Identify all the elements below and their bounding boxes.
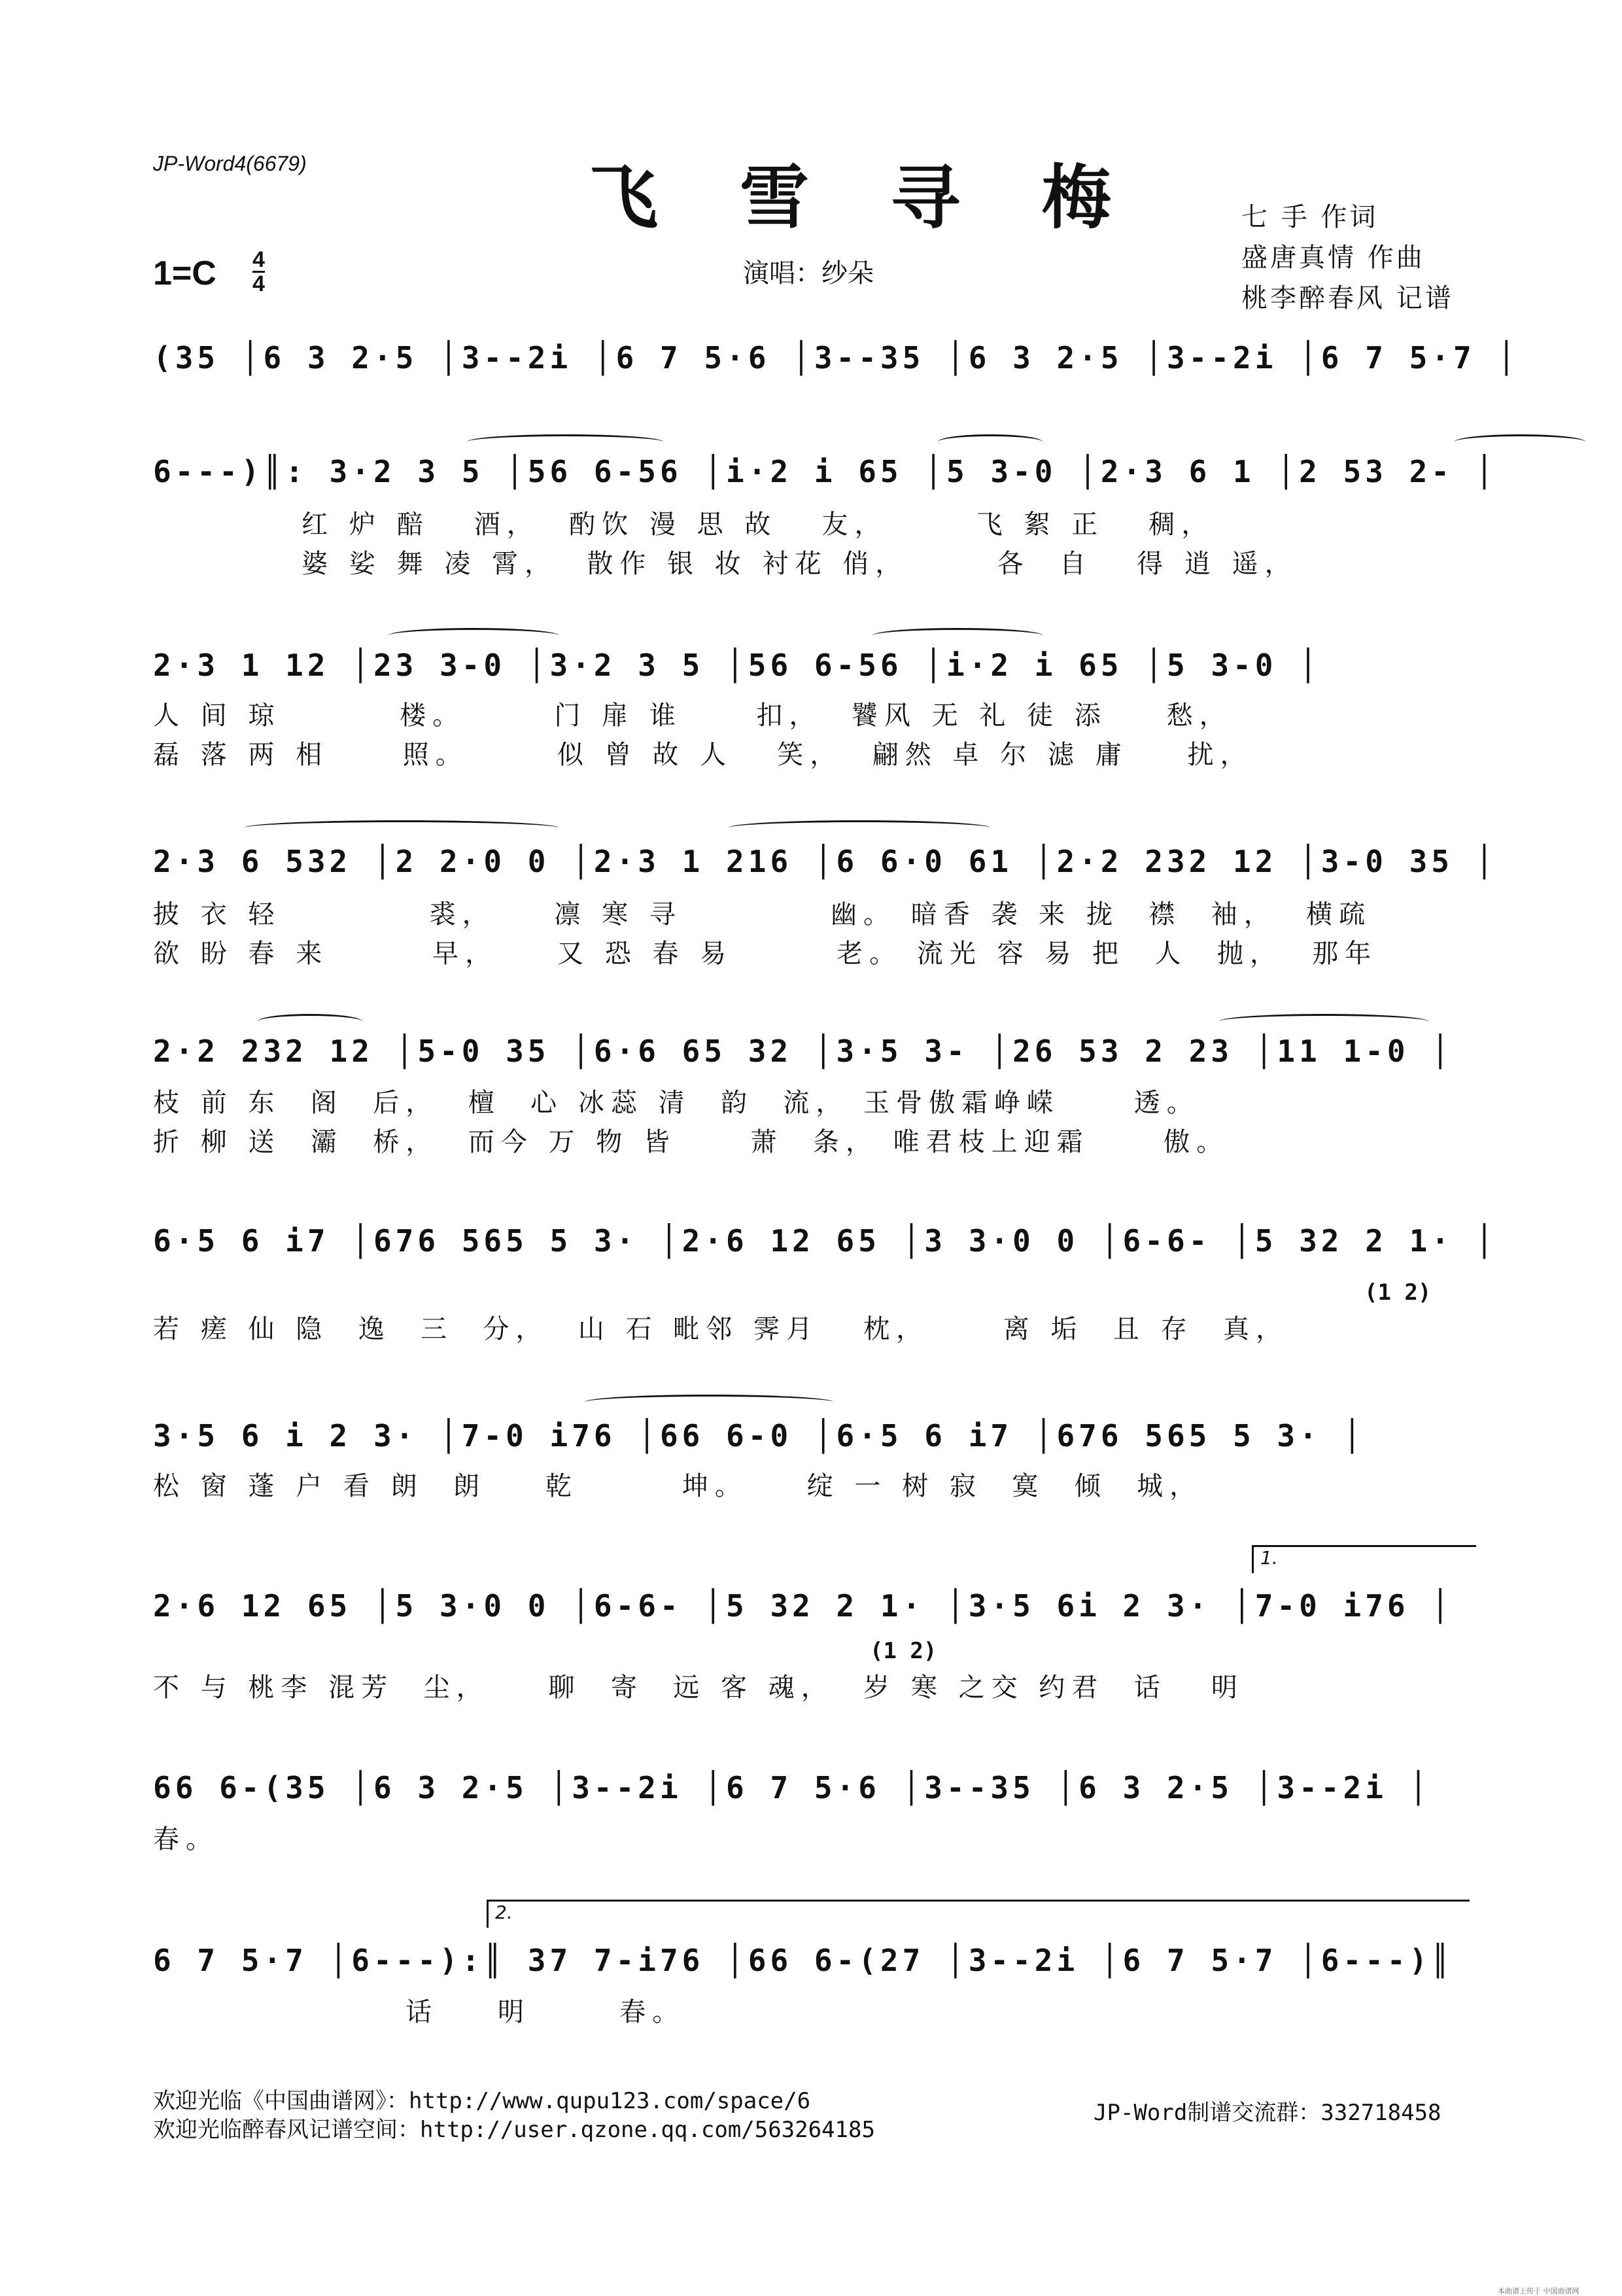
lyric-verse-1: 人 间 琼 楼。 门 扉 谁 扣， 饕风 无 礼 徒 添 愁，: [153, 701, 1232, 731]
lyric-line: 春。: [153, 1824, 218, 1854]
slur: [872, 628, 1043, 643]
slur: [1455, 434, 1585, 449]
staff-row-1: [153, 340, 1520, 387]
notation-line: 2·2 232 12 │5-0 35 │6·6 65 32 │3·5 3- │26 53 2 23 │11 1-0 │: [153, 1034, 1453, 1069]
lyric-line: 若 瘥 仙 隐 逸 三 分， 山 石 毗邻 霁月 枕， 离 垢 且 存 真，: [153, 1314, 1289, 1344]
lyric-verse-2: 磊 落 两 相 照。 似 曾 故 人 笑， 翩然 卓 尔 滤 庸 扰，: [153, 740, 1253, 770]
first-ending-bracket: [1252, 1545, 1476, 1573]
notation-line: 2·3 6 532 │2 2·0 0 │2·3 1 216 │6 6·0 61 │2·2 232 12 │3-0 35 │: [153, 844, 1498, 879]
staff-row-5: [153, 1034, 1474, 1081]
time-signature: [252, 249, 265, 295]
lyric-line: 不 与 桃李 混芳 尘， 聊 寄 远 客 魂， 岁 寒 之交 约君 话 明: [153, 1673, 1244, 1703]
lyric-verse-1: 披 衣 轻 裘， 凛 寒 寻 幽。 暗香 袭 来 拢 襟 袖， 横疏: [153, 899, 1372, 930]
site-watermark: 本曲谱上传于 中国曲谱网: [1498, 2287, 1579, 2295]
software-tag: JP-Word4(6679): [153, 152, 307, 175]
composer-credit: 盛唐真情 作曲: [1241, 243, 1425, 273]
notation-line: 6---)║: 3·2 3 5 │56 6-56 │i·2 i 65 │5 3-0 │2·3 6 1 │2 53 2- │: [153, 454, 1498, 489]
lyric-line: 松 窗 蓬 户 看 朗 朗 乾 坤。 绽 一 树 寂 寞 倾 城，: [153, 1471, 1203, 1501]
notation-line: 6 7 5·7 │6---):║ 37 7-i76 │66 6-(27 │3--2i │6 7 5·7 │6---)║: [153, 1943, 1453, 1978]
footer-link-qupu123[interactable]: 欢迎光临《中国曲谱网》：http://www.qupu123.com/space/6: [153, 2088, 811, 2114]
slur: [1219, 1014, 1428, 1029]
staff-row-6: [153, 1223, 1498, 1270]
slur: [729, 820, 990, 835]
footer-link-qzone[interactable]: 欢迎光临醉春风记谱空间：http://user.qzone.qq.com/563264185: [153, 2117, 875, 2143]
staff-row-7: [153, 1418, 1474, 1465]
slur: [585, 1395, 833, 1410]
song-title: 飞 雪 寻 梅: [589, 156, 1140, 238]
staff-row-3: [153, 648, 1474, 695]
notation-line: 66 6-(35 │6 3 2·5 │3--2i │6 7 5·6 │3--35 │6 3 2·5 │3--2i │: [153, 1770, 1432, 1805]
staff-row-4: [153, 844, 1498, 891]
slur: [388, 628, 559, 643]
time-signature-top: 4: [252, 247, 265, 272]
staff-row-2: [153, 454, 1498, 501]
footer-qq-group: JP-Word制谱交流群：332718458: [1094, 2100, 1441, 2126]
notation-line: 2·3 1 12 │23 3-0 │3·2 3 5 │56 6-56 │i·2 i 65 │5 3-0 │: [153, 648, 1321, 683]
lyric-verse-2: 欲 盼 春 来 早， 又 恐 春 易 老。 流光 容 易 把 人 抛， 那年: [153, 939, 1378, 969]
transcriber-credit: 桃李醉春风 记谱: [1241, 283, 1454, 313]
key-signature: 1=C: [153, 254, 216, 292]
notation-line: 2·6 12 65 │5 3·0 0 │6-6- │5 32 2 1· │3·5 6i 2 3· │7-0 i76 │: [153, 1588, 1453, 1624]
volta-1-label: 1.: [1260, 1547, 1278, 1569]
notation-line: (35 │6 3 2·5 │3--2i │6 7 5·6 │3--35 │6 3 2·5 │3--2i │6 7 5·7 │: [153, 340, 1520, 375]
slur: [258, 1014, 362, 1029]
lyricist-credit: 七 手 作词: [1241, 202, 1379, 232]
lyric-verse-2: 婆 娑 舞 凌 霄， 散作 银 妆 衬花 俏， 各 自 得 逍 遥，: [153, 549, 1298, 579]
staff-row-8: [153, 1547, 1474, 1635]
second-ending-bracket: [487, 1900, 1470, 1928]
slur: [938, 434, 1043, 449]
lyric-verse-2: 折 柳 送 灞 桥， 而今 万 物 皆 萧 条， 唯君枝上迎霜 傲。: [153, 1127, 1230, 1157]
slur: [245, 820, 559, 835]
tuplet-mark: (1 2): [1364, 1279, 1432, 1306]
singer-credit: 演唱：纱朵: [743, 258, 874, 288]
lyric-line: 话 明 春。: [153, 1997, 685, 2027]
time-signature-bottom: 4: [252, 271, 265, 296]
lyric-verse-1: 红 炉 醅 酒， 酌饮 漫 思 故 友， 飞 絮 正 稠，: [153, 510, 1215, 540]
volta-2-label: 2.: [495, 1902, 513, 1923]
lyric-verse-1: 枝 前 东 阁 后， 檀 心 冰蕊 清 韵 流， 玉骨傲霜峥嵘 透。: [153, 1088, 1199, 1118]
staff-row-10: [153, 1902, 1474, 1990]
slur: [467, 434, 663, 449]
notation-line: 3·5 6 i 2 3· │7-0 i76 │66 6-0 │6·5 6 i7 │676 565 5 3· │: [153, 1418, 1366, 1453]
staff-row-9: [153, 1770, 1474, 1817]
tuplet-mark: (1 2): [870, 1638, 937, 1664]
notation-line: 6·5 6 i7 │676 565 5 3· │2·6 12 65 │3 3·0 0 │6-6- │5 32 2 1· │: [153, 1223, 1498, 1259]
